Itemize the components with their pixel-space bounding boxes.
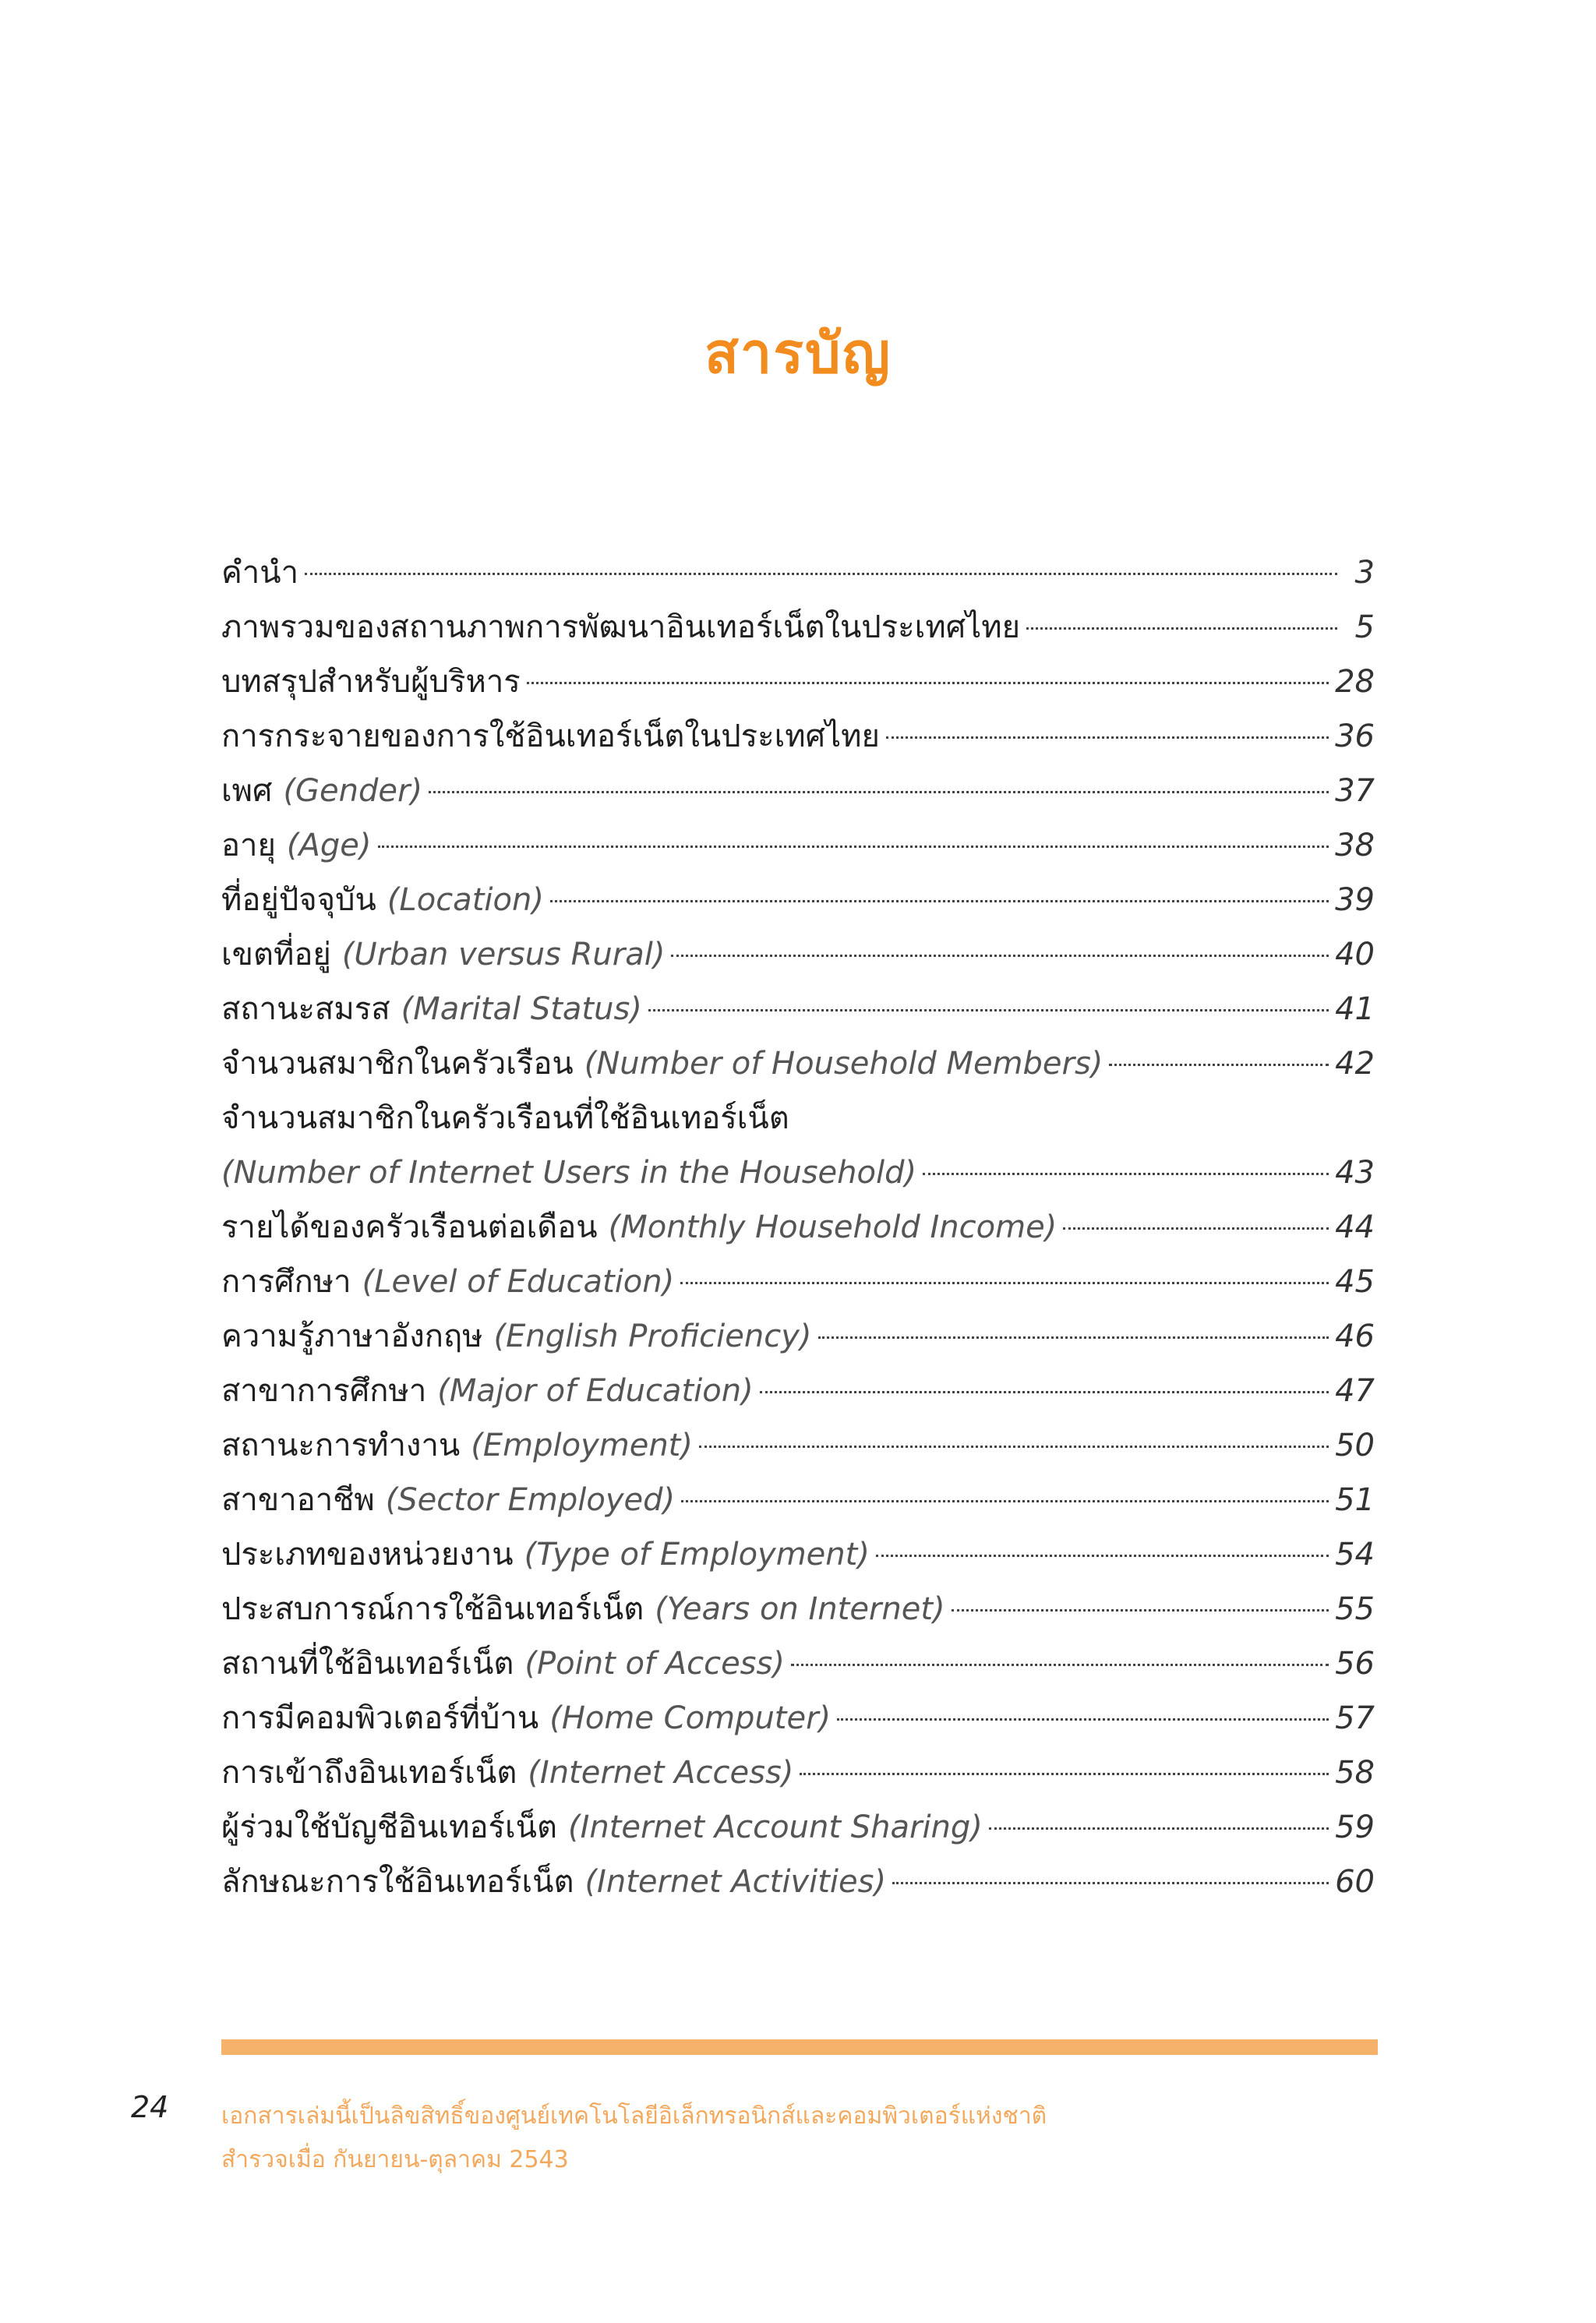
toc-leader-dots <box>1026 627 1337 630</box>
toc-entry-english: (Urban versus Rural) <box>341 937 666 973</box>
toc-entry-english: (Marital Status) <box>401 991 642 1027</box>
toc-leader-dots <box>791 1664 1329 1666</box>
toc-entry-thai: รายได้ของครัวเรือนต่อเดือน <box>221 1209 598 1245</box>
toc-page-number: 42 <box>1335 1046 1375 1082</box>
toc-entry-thai: การกระจายของการใช้อินเทอร์เน็ตในประเทศไทย <box>221 718 880 754</box>
toc-leader-dots <box>886 736 1329 739</box>
toc-leader-dots <box>550 900 1329 902</box>
toc-entry <box>221 545 1375 600</box>
footer-survey-date: สำรวจเมื่อ กันยายน-ตุลาคม 2543 <box>221 2146 569 2173</box>
page-number: 24 <box>131 2090 169 2124</box>
toc-entry-thai: ประเภทของหน่วยงาน <box>221 1537 514 1573</box>
toc-page-number: 44 <box>1335 1209 1375 1245</box>
toc-page-number: 55 <box>1335 1591 1375 1627</box>
toc-entry-english: (Level of Education) <box>362 1264 675 1300</box>
toc-entry-thai: บทสรุปสำหรับผู้บริหาร <box>221 664 521 700</box>
toc-leader-dots <box>378 846 1329 848</box>
toc-leader-dots <box>952 1609 1329 1612</box>
toc-page-number: 59 <box>1335 1809 1375 1845</box>
toc-leader-dots <box>800 1773 1329 1775</box>
toc-leader-dots <box>680 1282 1329 1284</box>
toc-page-number: 36 <box>1335 718 1375 754</box>
toc-page-number: 5 <box>1354 609 1375 645</box>
toc-page-number: 38 <box>1335 828 1375 863</box>
toc-entry-thai: ภาพรวมของสถานภาพการพัฒนาอินเทอร์เน็ตในประเทศไทย <box>221 609 1020 645</box>
toc-entry <box>221 1036 1375 1091</box>
toc-page-number: 37 <box>1335 773 1375 809</box>
toc-entry <box>221 1255 1375 1309</box>
page-title: สารบัญ <box>704 320 892 386</box>
toc-entry <box>221 1527 1375 1582</box>
toc-entry <box>221 1309 1375 1364</box>
toc-entry-thai: สถานะการทำงาน <box>221 1428 461 1463</box>
toc-entry-thai: สถานที่ใช้อินเทอร์เน็ต <box>221 1646 514 1682</box>
toc-page-number: 41 <box>1335 991 1375 1027</box>
toc-entry-thai: อายุ <box>221 828 276 863</box>
toc-entry <box>221 1855 1375 1909</box>
footer-copyright: เอกสารเล่มนี้เป็นลิขสิทธิ์ของศูนย์เทคโนโลยีอิเล็กทรอนิกส์และคอมพิวเตอร์แห่งชาติ <box>221 2102 1047 2130</box>
toc-entry-thai: ที่อยู่ปัจจุบัน <box>221 882 376 918</box>
toc-leader-dots <box>989 1827 1329 1830</box>
toc-entry <box>221 709 1375 764</box>
toc-entry-thai: เขตที่อยู่ <box>221 937 331 973</box>
toc-entry-thai: ผู้ร่วมใช้บัญชีอินเทอร์เน็ต <box>221 1809 557 1845</box>
toc-entry <box>221 1146 1375 1200</box>
toc-entry-thai: สาขาอาชีพ <box>221 1482 375 1518</box>
toc-entry <box>221 600 1375 655</box>
toc-entry-english: (Years on Internet) <box>655 1591 945 1627</box>
toc-leader-dots <box>876 1555 1329 1557</box>
toc-leader-dots <box>527 682 1329 684</box>
toc-page-number: 39 <box>1335 882 1375 918</box>
toc-entry-thai: สาขาการศึกษา <box>221 1373 427 1409</box>
toc-leader-dots <box>429 791 1329 793</box>
toc-entry-english: (Internet Activities) <box>584 1864 887 1900</box>
toc-entry <box>221 1473 1375 1527</box>
toc-page-number: 28 <box>1335 664 1375 700</box>
toc-page-number: 3 <box>1354 555 1375 591</box>
toc-page-number: 47 <box>1335 1373 1375 1409</box>
toc-entry-english: (Type of Employment) <box>524 1537 870 1573</box>
toc-entry <box>221 873 1375 927</box>
toc-entry-thai: การมีคอมพิวเตอร์ที่บ้าน <box>221 1700 539 1736</box>
toc-leader-dots <box>892 1882 1329 1884</box>
toc-page-number: 50 <box>1335 1428 1375 1463</box>
toc-entry <box>221 982 1375 1036</box>
toc-leader-dots <box>648 1009 1329 1011</box>
toc-entry-thai: คำนำ <box>221 555 299 591</box>
table-of-contents <box>221 545 1375 1909</box>
toc-entry <box>221 1691 1375 1746</box>
toc-entry <box>221 764 1375 818</box>
toc-entry-thai: ความรู้ภาษาอังกฤษ <box>221 1319 483 1354</box>
toc-page-number: 46 <box>1335 1319 1375 1354</box>
toc-entry-english: (Internet Account Sharing) <box>567 1809 983 1845</box>
toc-entry-thai: จำนวนสมาชิกในครัวเรือน <box>221 1046 574 1082</box>
toc-entry-english: (English Proficiency) <box>493 1319 812 1354</box>
toc-entry <box>221 1091 1375 1146</box>
toc-entry-thai: การศึกษา <box>221 1264 351 1300</box>
toc-entry-thai: สถานะสมรส <box>221 991 390 1027</box>
toc-entry-english: (Gender) <box>283 773 423 809</box>
footer-note <box>221 2095 1047 2182</box>
toc-page-number: 58 <box>1335 1755 1375 1791</box>
toc-entry-english: (Monthly Household Income) <box>608 1209 1058 1245</box>
toc-entry-english: (Number of Internet Users in the Household) <box>221 1155 917 1191</box>
footer-rule <box>221 2039 1378 2055</box>
toc-page-number: 57 <box>1335 1700 1375 1736</box>
toc-leader-dots <box>760 1391 1329 1393</box>
toc-leader-dots <box>837 1718 1329 1721</box>
toc-leader-dots <box>923 1173 1329 1175</box>
toc-page-number: 60 <box>1335 1864 1375 1900</box>
toc-entry-thai: เพศ <box>221 773 273 809</box>
toc-entry <box>221 1746 1375 1800</box>
toc-leader-dots <box>1063 1227 1329 1230</box>
toc-leader-dots <box>1109 1064 1329 1066</box>
toc-entry <box>221 927 1375 982</box>
toc-page-number: 56 <box>1335 1646 1375 1682</box>
toc-entry-thai: ลักษณะการใช้อินเทอร์เน็ต <box>221 1864 574 1900</box>
toc-entry-english: (Internet Access) <box>528 1755 794 1791</box>
toc-entry-english: (Number of Household Members) <box>584 1046 1103 1082</box>
toc-entry-english: (Home Computer) <box>549 1700 832 1736</box>
toc-entry <box>221 818 1375 873</box>
toc-leader-dots <box>671 955 1329 957</box>
toc-page-number: 54 <box>1335 1537 1375 1573</box>
toc-entry <box>221 655 1375 709</box>
toc-leader-dots <box>818 1336 1329 1339</box>
toc-page-number: 40 <box>1335 937 1375 973</box>
toc-entry <box>221 1636 1375 1691</box>
toc-entry-thai: จำนวนสมาชิกในครัวเรือนที่ใช้อินเทอร์เน็ต <box>221 1100 789 1136</box>
toc-page-number: 51 <box>1335 1482 1375 1518</box>
toc-entry <box>221 1364 1375 1418</box>
toc-entry-thai: การเข้าถึงอินเทอร์เน็ต <box>221 1755 517 1791</box>
toc-entry <box>221 1800 1375 1855</box>
toc-entry-thai: ประสบการณ์การใช้อินเทอร์เน็ต <box>221 1591 644 1627</box>
toc-entry-english: (Point of Access) <box>524 1646 785 1682</box>
toc-page-number: 43 <box>1335 1155 1375 1191</box>
toc-entry-english: (Sector Employed) <box>385 1482 676 1518</box>
toc-entry <box>221 1418 1375 1473</box>
toc-entry-english: (Employment) <box>471 1428 693 1463</box>
toc-leader-dots <box>681 1500 1329 1502</box>
toc-leader-dots <box>305 573 1337 575</box>
toc-leader-dots <box>699 1446 1329 1448</box>
toc-entry-english: (Age) <box>286 828 372 863</box>
toc-entry-english: (Location) <box>387 882 544 918</box>
toc-entry <box>221 1200 1375 1255</box>
toc-entry-english: (Major of Education) <box>437 1373 754 1409</box>
toc-entry <box>221 1582 1375 1636</box>
toc-page-number: 45 <box>1335 1264 1375 1300</box>
